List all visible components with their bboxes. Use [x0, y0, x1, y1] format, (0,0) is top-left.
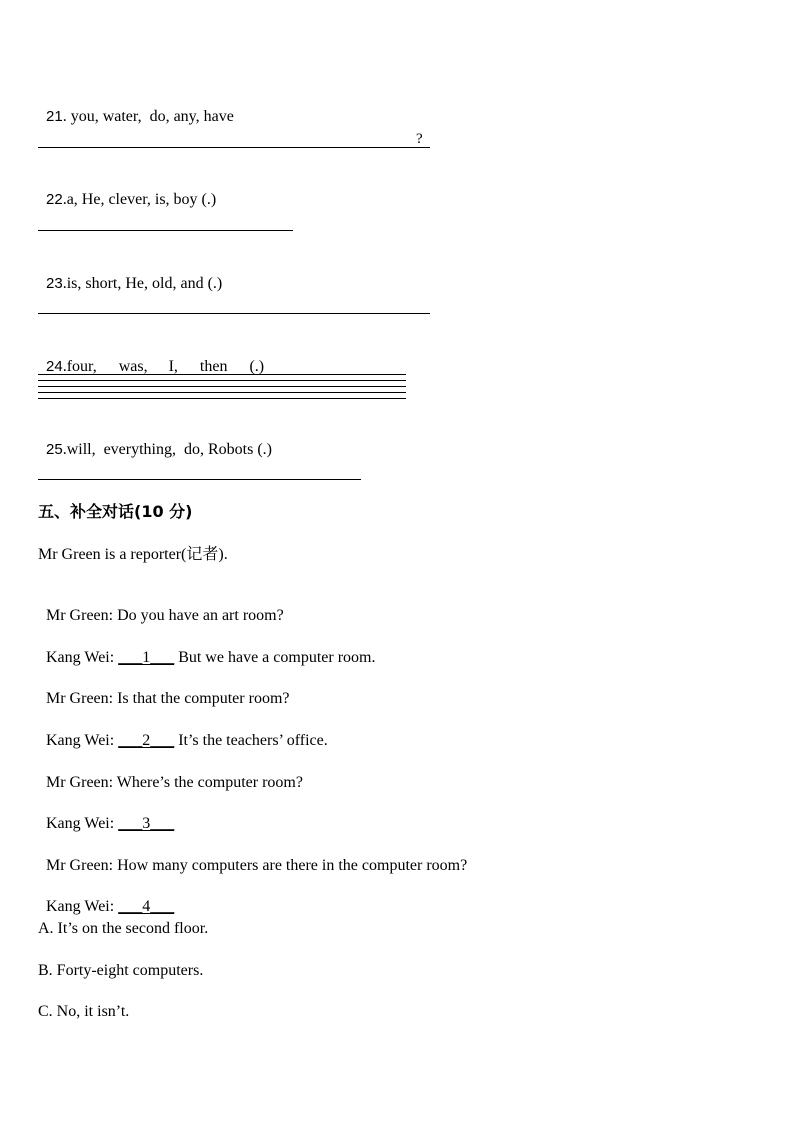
blank-4[interactable]: ___4___ — [118, 898, 175, 915]
answer-line-24a[interactable] — [38, 374, 406, 375]
question-number: 22 — [46, 191, 63, 208]
section-intro: Mr Green is a reporter(记者). — [38, 546, 228, 563]
dialogue-line — [38, 628, 375, 668]
question-word: was, — [118, 358, 148, 375]
section-heading: 五、补全对话(10 分) — [38, 502, 193, 521]
question-23 — [38, 254, 222, 294]
answer-line-24e[interactable] — [38, 398, 406, 399]
answer-line-24d[interactable] — [38, 392, 406, 393]
utterance: Is that the computer room? — [117, 690, 290, 707]
speaker: Kang Wei: — [46, 732, 119, 749]
speaker: Mr Green: — [46, 774, 117, 791]
answer-line-21[interactable] — [38, 147, 430, 148]
utterance: It’s the teachers’ office. — [174, 732, 328, 749]
question-words: .is, short, He, old, and (.) — [62, 275, 223, 292]
question-word: then — [199, 358, 228, 375]
option-b: B. Forty-eight computers. — [38, 962, 204, 979]
speaker: Mr Green: — [46, 857, 118, 874]
speaker: Kang Wei: — [46, 649, 119, 666]
utterance: But we have a computer room. — [174, 649, 376, 666]
answer-line-22[interactable] — [38, 230, 293, 231]
utterance: Do you have an art room? — [117, 607, 284, 624]
dialogue-line — [38, 586, 284, 626]
question-mark: ? — [416, 131, 423, 147]
dialogue-line — [38, 711, 328, 751]
question-word: (.) — [249, 358, 265, 375]
question-words: .will, everything, do, Robots (.) — [62, 441, 272, 458]
option-c: C. No, it isn’t. — [38, 1003, 130, 1020]
blank-2[interactable]: ___2___ — [118, 732, 175, 749]
dialogue-line — [38, 669, 289, 709]
answer-line-24b[interactable] — [38, 380, 406, 381]
speaker: Mr Green: — [46, 607, 118, 624]
utterance: How many computers are there in the computer room? — [117, 857, 468, 874]
speaker: Mr Green: — [46, 690, 118, 707]
option-a: A. It’s on the second floor. — [38, 920, 209, 937]
speaker: Kang Wei: — [46, 898, 119, 915]
dialogue-line — [38, 753, 303, 793]
answer-line-23[interactable] — [38, 313, 430, 314]
question-number: 25 — [46, 441, 63, 458]
question-25 — [38, 420, 272, 460]
question-21 — [38, 87, 234, 127]
blank-3[interactable]: ___3___ — [118, 815, 175, 832]
utterance: Where’s the computer room? — [116, 774, 303, 791]
answer-line-24c[interactable] — [38, 386, 406, 387]
dialogue-line — [38, 794, 174, 834]
question-number: 21 — [46, 108, 63, 125]
question-number: 23 — [46, 275, 63, 292]
blank-1[interactable]: ___1___ — [118, 649, 175, 666]
question-number: 24 — [46, 358, 63, 375]
speaker: Kang Wei: — [46, 815, 119, 832]
answer-line-25[interactable] — [38, 479, 361, 480]
question-word: .four, — [62, 358, 97, 375]
question-word: I, — [168, 358, 178, 375]
question-words: .a, He, clever, is, boy (.) — [62, 191, 217, 208]
question-words: . you, water, do, any, have — [62, 108, 234, 125]
dialogue-line — [38, 836, 467, 876]
question-24 — [38, 337, 264, 377]
question-22 — [38, 170, 216, 210]
dialogue-line — [38, 877, 174, 917]
